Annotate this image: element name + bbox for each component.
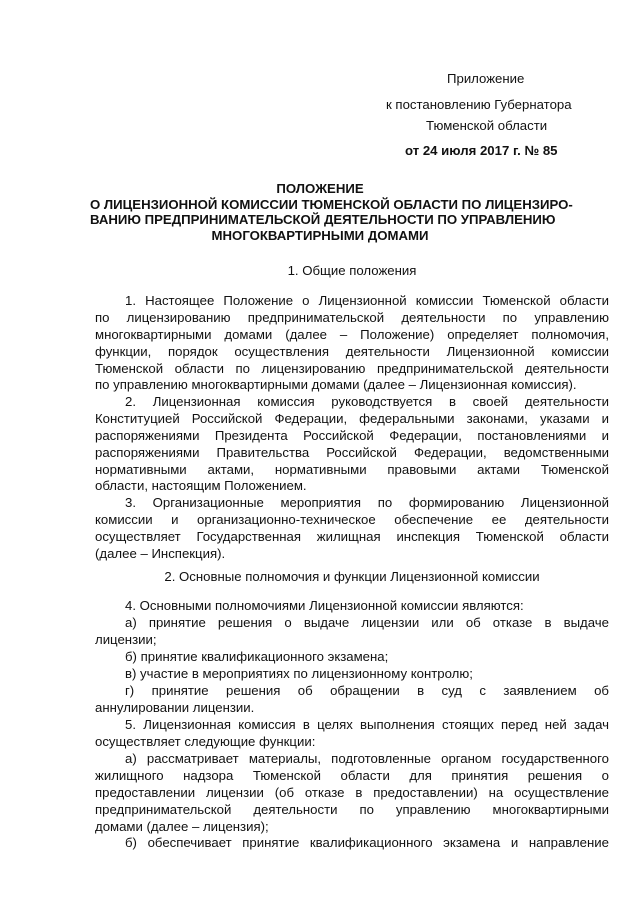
- text-line: 2. Лицензионная комиссия руководствуется в своей деятельности: [125, 394, 609, 409]
- text-line: осуществляет Государственная жилищная инспекция Тюменской области: [95, 528, 609, 544]
- text-line: по управлению многоквартирными домами (далее – Лицензионная комиссия).: [95, 377, 577, 393]
- title-line: ПОЛОЖЕНИЕ: [276, 181, 364, 196]
- text-line: Конституцией Российской Федерации, федеральными законами, указами и: [95, 410, 609, 426]
- text-line: аннулировании лицензии.: [95, 699, 255, 715]
- text-line: осуществляет следующие функции:: [95, 733, 316, 749]
- paragraph: [95, 835, 609, 852]
- paragraph: [95, 666, 609, 683]
- text-line: в) участие в мероприятиях по лицензионному контролю;: [125, 666, 473, 681]
- section-heading: 2. Основные полномочия и функции Лицензионной комиссии: [164, 569, 540, 584]
- text-line: 3. Организационные мероприятия по формированию Лицензионной: [125, 495, 609, 510]
- text-line: распоряжениями Правительства Российской Федерации, ведомственными: [95, 444, 609, 460]
- paragraph: [95, 598, 609, 615]
- text-line: жилищного надзора Тюменской области для принятия решения о: [95, 767, 609, 783]
- text-line: а) рассматривает материалы, подготовленные органом государственного: [125, 751, 609, 766]
- text-line: (далее – Инспекция).: [95, 545, 226, 561]
- paragraph: [95, 649, 609, 666]
- section-heading: 1. Общие положения: [287, 263, 417, 278]
- title-line: О ЛИЦЕНЗИОННОЙ КОМИССИИ ТЮМЕНСКОЙ ОБЛАСТИ ПО ЛИЦЕНЗИРО-: [90, 196, 573, 212]
- text-line: предоставлении лицензии (об отказе в предоставлении) на осуществление: [95, 784, 609, 800]
- text-line: Тюменской области по лицензированию предпринимательской деятельности: [95, 360, 609, 376]
- text-line: по лицензированию предпринимательской деятельности по управлению: [95, 309, 609, 325]
- text-line: лицензии;: [95, 631, 157, 647]
- paragraph: [95, 394, 609, 495]
- decree-reference: к постановлению Губернатора: [386, 97, 572, 112]
- text-line: б) обеспечивает принятие квалификационного экзамена и направление: [125, 835, 609, 850]
- appendix-label: Приложение: [447, 71, 525, 86]
- title-line: МНОГОКВАРТИРНЫМИ ДОМАМИ: [211, 227, 429, 243]
- title-line: ВАНИЮ ПРЕДПРИНИМАТЕЛЬСКОЙ ДЕЯТЕЛЬНОСТИ ПО УПРАВЛЕНИЮ: [90, 212, 556, 227]
- text-line: б) принятие квалификационного экзамена;: [125, 649, 389, 664]
- paragraph: [95, 751, 609, 835]
- paragraph: [95, 293, 609, 394]
- text-line: нормативными актами, нормативными правовыми актами Тюменской: [95, 461, 609, 477]
- decree-date: от 24 июля 2017 г. № 85: [405, 143, 558, 158]
- paragraph: [95, 717, 609, 751]
- paragraph: [95, 495, 609, 563]
- text-line: области, настоящим Положением.: [95, 478, 307, 494]
- text-line: 5. Лицензионная комиссия в целях выполнения стоящих перед ней задач: [125, 717, 609, 732]
- text-line: функции, порядок осуществления деятельности Лицензионной комиссии: [95, 343, 609, 359]
- document-title: [90, 181, 573, 243]
- text-line: домами (далее – лицензия);: [95, 818, 269, 834]
- paragraph: [95, 683, 609, 717]
- text-line: многоквартирными домами (далее – Положение) определяет полномочия,: [95, 326, 609, 342]
- text-line: а) принятие решения о выдаче лицензии или об отказе в выдаче: [125, 615, 609, 630]
- region-name: Тюменской области: [426, 118, 548, 133]
- text-line: распоряжениями Президента Российской Федерации, постановлениями и: [95, 427, 609, 443]
- text-line: 1. Настоящее Положение о Лицензионной комиссии Тюменской области: [125, 293, 609, 308]
- text-line: предпринимательской деятельности по управлению многоквартирными: [95, 801, 609, 817]
- text-line: комиссии и организационно-техническое обеспечение ее деятельности: [95, 511, 609, 527]
- text-line: г) принятие решения об обращении в суд с заявлением об: [125, 683, 609, 698]
- text-line: 4. Основными полномочиями Лицензионной комиссии являются:: [125, 598, 524, 613]
- paragraph: [95, 615, 609, 649]
